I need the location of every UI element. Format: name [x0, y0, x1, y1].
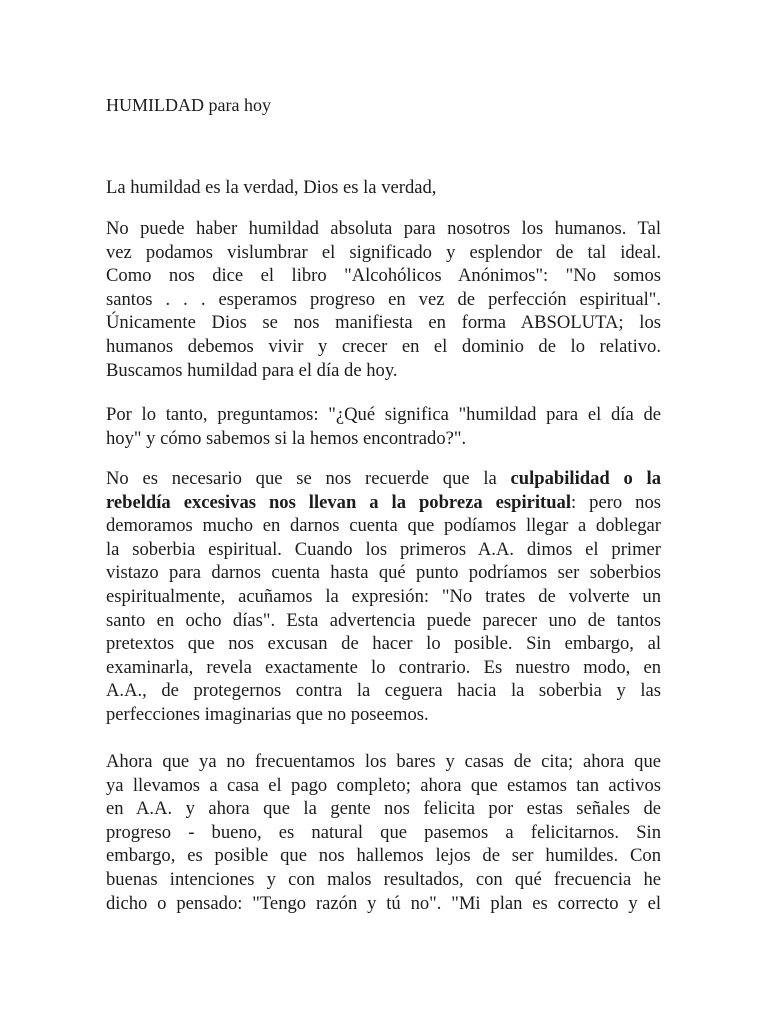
text-line: vez podamos vislumbrar el significado y esplendor de tal ideal.	[106, 241, 661, 263]
text-line: vistazo para darnos cuenta hasta qué punto podríamos ser soberbios	[106, 562, 661, 584]
text-line: la soberbia espiritual. Cuando los primeros A.A. dimos el primer	[106, 538, 661, 560]
text-line: Ahora que ya no frecuentamos los bares y casas de cita; ahora que	[106, 751, 661, 772]
paragraph-intro: La humildad es la verdad, Dios es la verdad,	[106, 177, 437, 198]
text-line: pretextos que nos excusan de hacer lo posible. Sin embargo, al	[106, 633, 661, 655]
text-line: No puede haber humildad absoluta para nosotros los humanos. Tal	[106, 218, 661, 239]
text-line: hoy" y cómo sabemos si la hemos encontrado?".	[106, 427, 467, 449]
text-line: santos . . . esperamos progreso en vez de perfección espiritual".	[106, 288, 661, 310]
text-line: santo en ocho días". Esta advertencia puede parecer uno de tantos	[106, 609, 661, 631]
text-line: ya llevamos a casa el pago completo; ahora que estamos tan activos	[106, 774, 661, 796]
text-line	[106, 467, 661, 491]
text-line: espiritualmente, acuñamos la expresión: "No trates de volverte un	[106, 585, 661, 607]
text-line: perfecciones imaginarias que no poseemos.	[106, 703, 429, 725]
bold-text: culpabilidad o la	[510, 468, 661, 489]
text-line: examinarla, revela exactamente lo contrario. Es nuestro modo, en	[106, 656, 661, 678]
text-run: No es necesario que se nos recuerde que la	[106, 468, 511, 489]
text-line: buenas intenciones y con malos resultados, con qué frecuencia he	[106, 868, 661, 890]
text-line: A.A., de protegernos contra la ceguera hacia la soberbia y las	[106, 680, 661, 702]
document-title: HUMILDAD para hoy	[106, 95, 271, 115]
text-line: en A.A. y ahora que la gente nos felicita por estas señales de	[106, 798, 661, 820]
text-line: Únicamente Dios se nos manifiesta en forma ABSOLUTA; los	[106, 312, 661, 334]
text-line: progreso - bueno, es natural que pasemos a felicitarnos. Sin	[106, 821, 661, 843]
paragraph-humility-absolute	[106, 217, 661, 382]
paragraph-progress	[106, 750, 661, 915]
paragraph-question	[106, 403, 661, 450]
text-run: : pero nos	[571, 491, 661, 513]
text-line	[106, 491, 661, 515]
text-line: embargo, es posible que nos hallemos lejos de ser humildes. Con	[106, 845, 661, 867]
text-line: demoramos mucho en darnos cuenta que podíamos llegar a doblegar	[106, 515, 661, 537]
paragraph-spiritual-pride	[106, 467, 661, 727]
text-line: Por lo tanto, preguntamos: "¿Qué significa "humildad para el día de	[106, 404, 661, 425]
text-line: humanos debemos vivir y crecer en el dominio de lo relativo.	[106, 335, 661, 357]
text-line: dicho o pensado: "Tengo razón y tú no". "Mi plan es correcto y el	[106, 892, 661, 914]
text-line: Como nos dice el libro "Alcohólicos Anónimos": "No somos	[106, 265, 661, 287]
text-line: Buscamos humildad para el día de hoy.	[106, 359, 398, 381]
bold-text: rebeldía excesivas nos llevan a la pobreza espiritual	[106, 491, 572, 513]
